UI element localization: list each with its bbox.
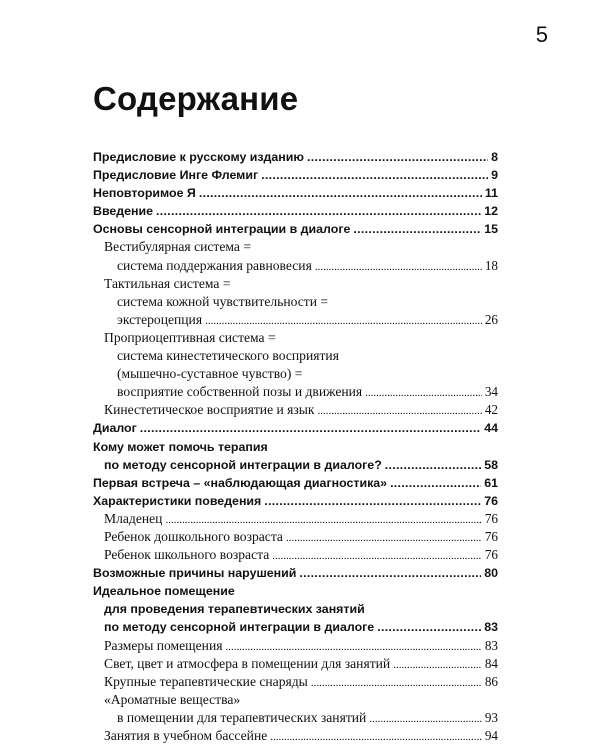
toc-entry: [93, 564, 498, 582]
toc-entry: [93, 546, 498, 564]
toc-entry: [93, 383, 498, 401]
toc-entry: [93, 492, 498, 510]
toc-entry: [93, 184, 498, 202]
toc-entry-title: Крупные терапевтические снаряды: [104, 673, 308, 689]
toc-entry: [93, 365, 498, 383]
page-number: 5: [535, 22, 548, 47]
toc-entry-title: Предисловие Инге Флемиг: [93, 168, 259, 183]
dot-leader: [272, 547, 482, 565]
toc-entry: [93, 166, 498, 184]
toc-entry: [93, 582, 498, 600]
toc-entry: [93, 528, 498, 546]
dot-leader: [353, 220, 481, 238]
toc-entry: [93, 329, 498, 347]
dot-leader: [393, 656, 482, 674]
toc-entry: [93, 655, 498, 673]
dot-leader: [205, 312, 482, 330]
dot-leader: [264, 492, 481, 510]
toc-entry-page: 58: [484, 457, 498, 472]
toc-entry: [93, 419, 498, 437]
toc-entry-page: 86: [484, 673, 498, 689]
toc-entry-title: Характеристики поведения: [93, 493, 262, 508]
toc-entry-title: Введение: [93, 204, 154, 219]
toc-entry-title: Младенец: [104, 510, 163, 526]
toc-entry-title: система кинестетического восприятия: [117, 348, 339, 364]
toc-entry-page: 93: [484, 709, 498, 725]
toc-entry-page: 84: [484, 655, 498, 671]
toc-entry-title: Свет, цвет и атмосфера в помещении для занятий: [104, 655, 391, 671]
toc-entry-page: 80: [484, 566, 498, 581]
toc-entry-title: по методу сенсорной интеграции в диалоге: [104, 620, 375, 635]
toc-entry: [93, 673, 498, 691]
toc-entry-page: 76: [484, 510, 498, 526]
toc-entry: [93, 618, 498, 636]
toc-entry: [93, 438, 498, 456]
toc-entry-title: система поддержания равновесия: [117, 257, 312, 273]
dot-leader: [307, 148, 488, 166]
toc-entry-page: 12: [484, 204, 498, 219]
dot-leader: [318, 402, 482, 420]
toc-entry-title: в помещении для терапевтических занятий: [117, 709, 367, 725]
dot-leader: [377, 618, 481, 636]
dot-leader: [311, 674, 482, 692]
toc-entry-page: 83: [484, 637, 498, 653]
toc-entry-page: 76: [484, 547, 498, 563]
toc-entry-page: 61: [484, 475, 498, 490]
toc-entry-title: по методу сенсорной интеграции в диалоге?: [104, 457, 382, 472]
toc-entry-title: Ребенок дошкольного возраста: [104, 528, 283, 544]
toc-entry-page: 44: [484, 421, 498, 436]
toc-entry: [93, 691, 498, 709]
toc-entry-title: Неповторимое Я: [93, 186, 196, 201]
toc-entry-title: Кому может помочь терапия: [93, 439, 268, 454]
toc-entry-page: 83: [484, 620, 498, 635]
toc-entry-title: Проприоцептивная система =: [104, 329, 276, 345]
toc-entry: [93, 456, 498, 474]
dot-leader: [140, 419, 481, 437]
toc-entry: [93, 474, 498, 492]
toc-entry: [93, 293, 498, 311]
toc-entry-page: 8: [491, 150, 498, 164]
dot-leader: [369, 710, 482, 728]
toc-entry-page: 42: [484, 402, 498, 418]
toc-entry-page: 15: [484, 222, 498, 237]
toc-entry-page: 76: [484, 528, 498, 544]
toc-entry-page: 76: [484, 493, 498, 508]
toc-entry-title: (мышечно-суставное чувство) =: [117, 366, 303, 382]
dot-leader: [156, 202, 481, 220]
dot-leader: [199, 184, 482, 202]
toc-entry-title: Занятия в учебном бассейне: [104, 728, 268, 743]
toc-entry-title: Диалог: [93, 421, 137, 436]
toc-entry: [93, 238, 498, 256]
dot-leader: [385, 456, 481, 474]
toc-entry-title: Тактильная система =: [104, 275, 231, 291]
dot-leader: [315, 258, 482, 276]
toc-entry-title: Предисловие к русскому изданию: [93, 150, 304, 164]
dot-leader: [365, 384, 482, 402]
toc-entry: [93, 727, 498, 745]
toc-entry-title: Возможные причины нарушений: [93, 566, 297, 581]
dot-leader: [270, 728, 482, 746]
toc-entry: [93, 510, 498, 528]
toc-entry: [93, 148, 498, 166]
toc-entry-title: восприятие собственной позы и движения: [117, 384, 363, 400]
table-of-contents: [93, 148, 498, 745]
page-title: Содержание: [93, 80, 299, 117]
dot-leader: [286, 529, 482, 547]
toc-entry-page: 94: [484, 728, 498, 743]
toc-entry-page: 26: [484, 311, 498, 327]
dot-leader: [299, 564, 481, 582]
toc-entry: [93, 600, 498, 618]
toc-entry-title: Кинестетическое восприятие и язык: [104, 402, 315, 418]
toc-entry: [93, 202, 498, 220]
toc-entry-page: 11: [484, 186, 498, 201]
toc-entry-title: экстероцепция: [117, 311, 203, 327]
toc-entry-title: Вестибулярная система =: [104, 239, 252, 255]
dot-leader: [165, 511, 481, 529]
toc-entry-title: система кожной чувствительности =: [117, 293, 329, 309]
toc-entry-page: 18: [484, 257, 498, 273]
toc-entry-title: Первая встреча – «наблюдающая диагностика»: [93, 475, 388, 490]
toc-entry: [93, 401, 498, 419]
toc-entry: [93, 257, 498, 275]
toc-entry-page: 34: [484, 384, 498, 400]
toc-entry: [93, 275, 498, 293]
toc-entry: [93, 347, 498, 365]
toc-entry: [93, 709, 498, 727]
toc-entry-page: 9: [491, 168, 498, 183]
toc-entry-title: Ребенок школьного возраста: [104, 547, 270, 563]
toc-entry: [93, 311, 498, 329]
toc-entry: [93, 637, 498, 655]
dot-leader: [226, 638, 482, 656]
toc-entry-title: Основы сенсорной интеграции в диалоге: [93, 222, 351, 237]
toc-entry-title: Идеальное помещение: [93, 584, 235, 599]
toc-entry-title: «Ароматные вещества»: [104, 691, 241, 707]
toc-entry: [93, 220, 498, 238]
dot-leader: [261, 166, 488, 184]
toc-entry-title: для проведения терапевтических занятий: [104, 602, 365, 617]
dot-leader: [390, 474, 481, 492]
toc-entry-title: Размеры помещения: [104, 637, 223, 653]
